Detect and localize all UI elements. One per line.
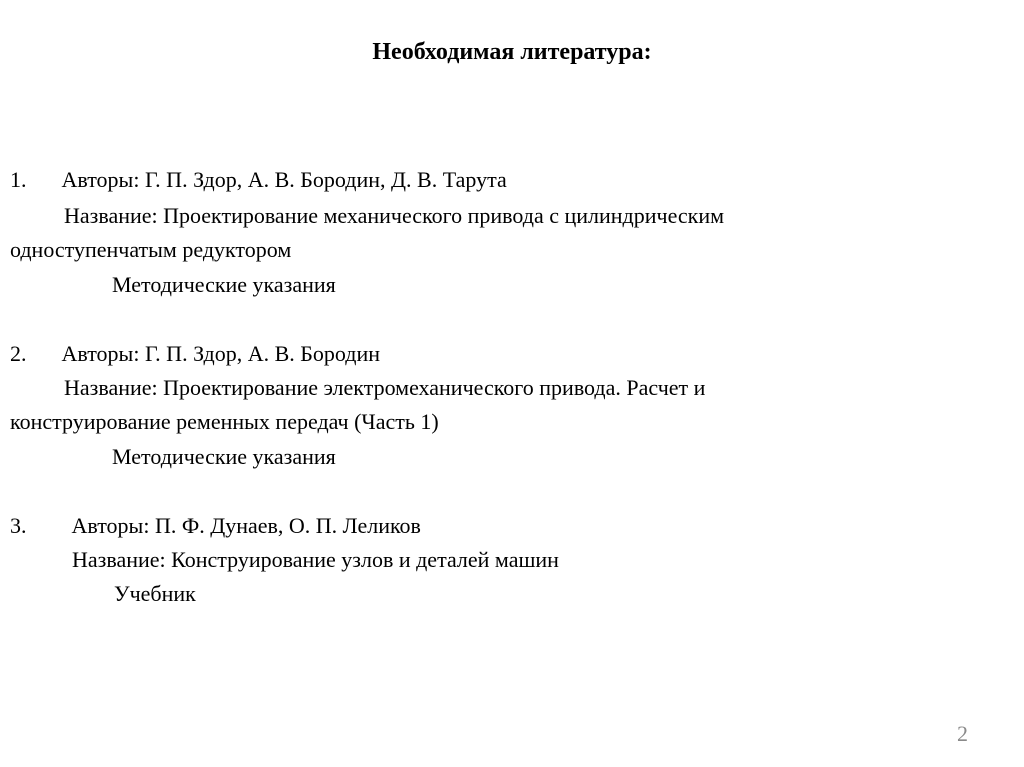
reference-authors: Авторы: Г. П. Здор, А. В. Бородин, Д. В. Тарута (61, 167, 507, 192)
reference-authors: Авторы: Г. П. Здор, А. В. Бородин (61, 341, 381, 366)
reference-title: Название: Конструирование узлов и деталей машин (72, 547, 559, 572)
reference-type: Учебник (114, 581, 196, 606)
reference-number: 3. (10, 513, 27, 538)
reference-title: Название: Проектирование механического привода с цилиндрическим (64, 203, 725, 228)
reference-type: Методические указания (112, 444, 336, 469)
reference-authors-line (10, 340, 380, 368)
page-number: 2 (957, 721, 968, 746)
reference-title: Название: Проектирование электромеханического привода. Расчет и (64, 375, 706, 400)
reference-number: 2. (10, 341, 27, 366)
reference-authors: Авторы: П. Ф. Дунаев, О. П. Леликов (71, 513, 421, 538)
reference-title-continuation: одноступенчатым редуктором (10, 237, 292, 262)
reference-authors-line (10, 512, 421, 540)
reference-title-continuation: конструирование ременных передач (Часть 1) (10, 409, 439, 434)
reference-type: Методические указания (112, 272, 336, 297)
reference-number: 1. (10, 167, 27, 192)
slide-title: Необходимая литература: (372, 39, 652, 65)
reference-authors-line (10, 166, 507, 194)
